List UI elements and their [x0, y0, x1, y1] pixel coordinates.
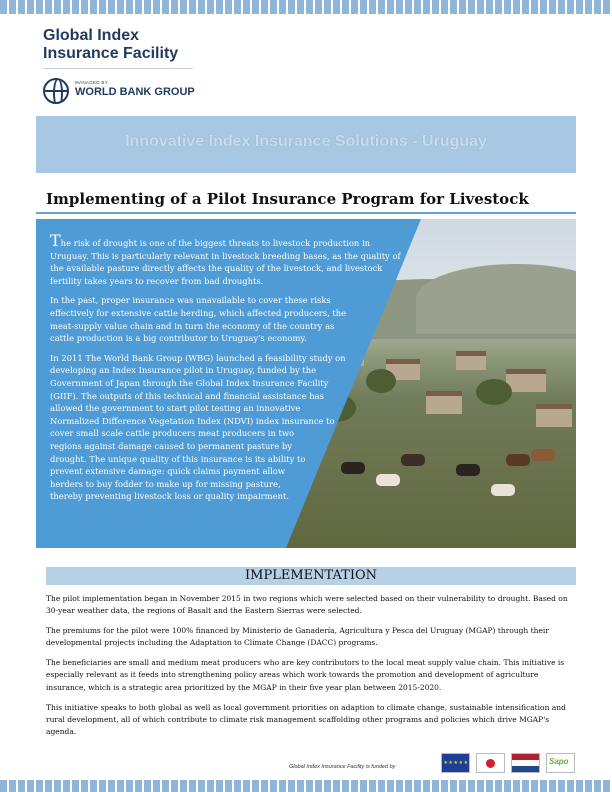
eu-flag-icon: [441, 753, 470, 773]
implementation-paragraph: The beneficiaries are small and medium meat producers who are key contributors to the local meat supply value chain. This initiative is especially relevant as it feeds into strengthening policy areas which work towards the promotion and development of agriculture insurance, which is a strategic area prioritized by the MGAP in their five year plan between 2015-2020.: [46, 658, 565, 692]
globe-icon: [43, 78, 69, 104]
implementation-heading: IMPLEMENTATION: [245, 568, 377, 583]
giif-logo-line2: Insurance Facility: [43, 45, 179, 62]
netherlands-flag-icon: [511, 753, 540, 773]
hero-text: [50, 231, 406, 510]
hill-shape: [416, 264, 576, 334]
cow-shape: [456, 464, 480, 476]
banner-title: Innovative Index Insurance Solutions - Uruguay: [125, 133, 487, 150]
house-shape: [426, 391, 462, 414]
wbg-name: WORLD BANK GROUP: [75, 86, 195, 98]
tree-shape: [476, 379, 512, 405]
top-decorative-stripe: [0, 0, 612, 14]
hero-paragraph-1-text: he risk of drought is one of the biggest threats to livestock production in Uruguay. This is particularly relevant in livestock breeding bases, as the quality of the available pasture directly affects the quality of the livestock, and livestock fertility takes years to recover from bad droughts.: [50, 238, 401, 286]
funder-logo-text: Sapo: [549, 757, 569, 766]
hero-paragraph-3: In 2011 The World Bank Group (WBG) launched a feasibility study on developing an Index Insurance pilot in Uruguay, funded by the Government of Japan through the Global Index Insurance Facility (GIIF). The outputs of this technical and financial assistance has allowed the government to start pilot testing an innovative Normalized Difference Vegetation Index (NDVI) index insurance to: [50, 352, 346, 426]
bottom-decorative-stripe: [0, 780, 612, 792]
giif-logo: [43, 27, 178, 63]
hero-paragraph-2: In the past, proper insurance was unavailable to cover these risks effectively for extensive cattle herding, which affected producers, the meat-supply value chain and in turn the economy of the country as cattle production is a big contributor to Uruguay's economy.: [50, 295, 347, 344]
house-shape: [506, 369, 546, 392]
cow-shape: [531, 449, 555, 461]
implementation-heading-bar: [46, 567, 576, 585]
hero-section: [36, 219, 576, 548]
eu-stars: ★ ★ ★ ★ ★: [443, 760, 468, 766]
implementation-body: [46, 593, 576, 746]
hero-paragraph-3-continued: cover small scale cattle producers meat producers in two regions against damage caused to permanent pasture by drought. The unique quality of this insurance is its ability to prevent extensive damage: quick claims payment allow herders to buy fodder to make up for missing pasture, thereby preventing livestock loss or quality impairment.: [50, 428, 306, 502]
page-title: Implementing of a Pilot Insurance Program for Livestock: [46, 190, 529, 208]
funder-logo-icon: [546, 753, 575, 773]
japan-flag-icon: [476, 753, 505, 773]
drop-cap: T: [50, 231, 61, 250]
implementation-paragraph: The pilot implementation began in November 2015 in two regions which were selected based on their vulnerability to drought. Based on 30-year weather data, the regions of Basalt and the Eastern Sierras were selected.: [46, 594, 568, 616]
wbg-tagline: MANAGED BY: [75, 80, 109, 85]
giif-logo-line1: Global Index: [43, 27, 140, 44]
title-banner: [36, 116, 576, 173]
title-divider: [36, 212, 576, 214]
implementation-paragraph: This initiative speaks to both global as well as local government priorities on adaption to climate change, sustainable intensification and rural development, all of which contribute to climate risk management scaffolding other programs and policies which drive MGAP's agenda.: [46, 702, 566, 736]
cow-shape: [491, 484, 515, 496]
funded-by-text: Global Index Insurance Facility is funded by: [289, 764, 396, 770]
house-shape: [536, 404, 572, 427]
house-shape: [456, 351, 486, 370]
logo-divider: [43, 68, 193, 69]
hero-paragraph-1: [50, 231, 406, 287]
cow-shape: [506, 454, 530, 466]
implementation-paragraph: The premiums for the pilot were 100% financed by Ministerio de Ganadería, Agricultura y Pesca del Uruguay (MGAP) through their developmental projects including the Adaptation to Climate Change (DACC) programs.: [46, 626, 549, 648]
